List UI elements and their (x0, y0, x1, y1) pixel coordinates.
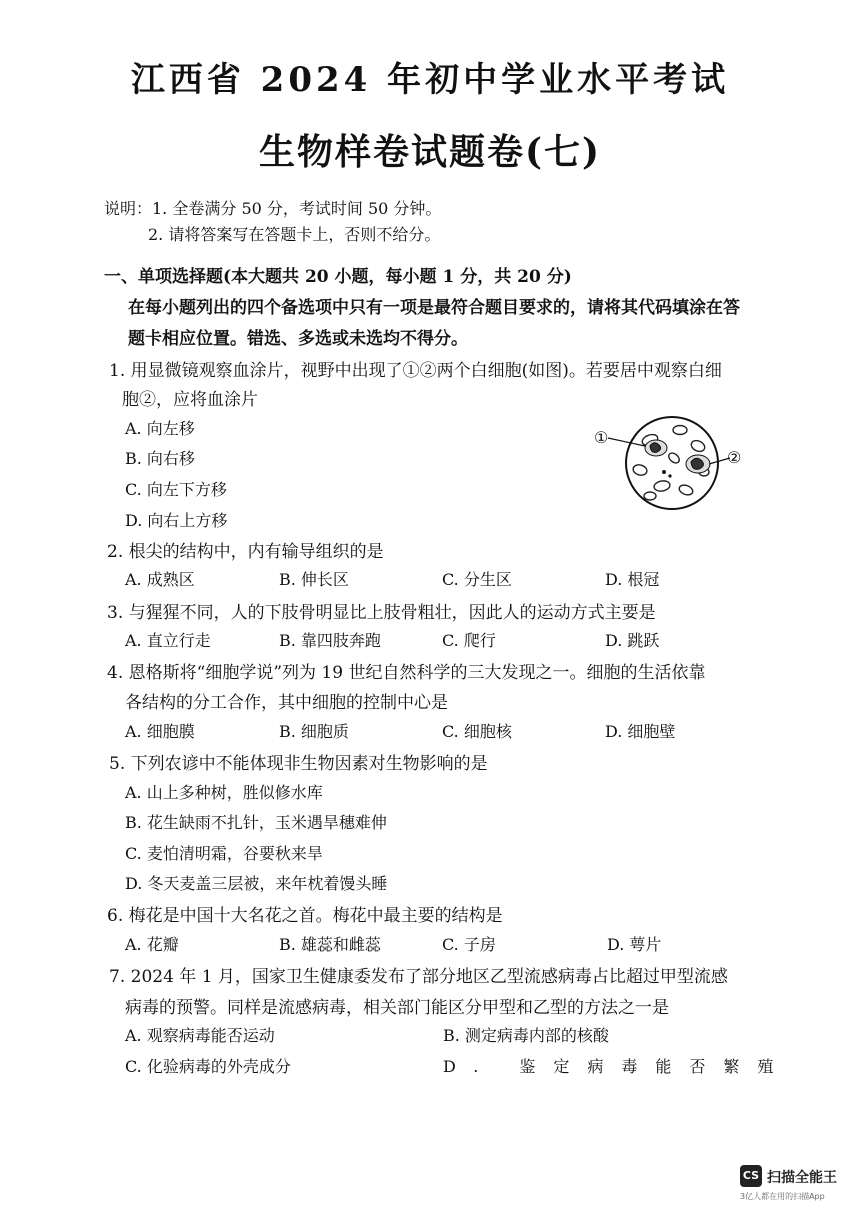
question-2-option-b: B. 伸长区 (279, 570, 349, 589)
question-1-option-c: C. 向左下方移 (125, 480, 227, 499)
question-4-stem: 4. 恩格斯将“细胞学说”列为 19 世纪自然科学的三大发现之一。细胞的生活依靠 (107, 663, 706, 683)
question-4-option-b: B. 细胞质 (279, 722, 349, 741)
scanner-tagline: 3亿人都在用的扫描App (740, 1192, 825, 1201)
question-7-stem-cont: 病毒的预警。同样是流感病毒，相关部门能区分甲型和乙型的方法之一是 (125, 998, 669, 1018)
scanner-app-name: 扫描全能王 (767, 1170, 837, 1186)
white-cell-1 (645, 440, 667, 456)
section-heading: 一、单项选择题(本大题共 20 小题，每小题 1 分，共 20 分) (104, 267, 572, 287)
platelet (662, 470, 666, 474)
question-7-option-c: C. 化验病毒的外壳成分 (125, 1057, 291, 1076)
question-5-option-b: B. 花生缺雨不扎针，玉米遇旱穗难伸 (125, 813, 387, 832)
question-7-option-d: D. 鉴定病毒能否繁殖 (443, 1057, 792, 1076)
question-7-option-a: A. 观察病毒能否运动 (125, 1026, 275, 1045)
question-4-option-c: C. 细胞核 (442, 722, 512, 741)
question-6-option-b: B. 雄蕊和雌蕊 (279, 935, 381, 954)
question-2-option-d: D. 根冠 (605, 570, 660, 589)
question-2-option-c: C. 分生区 (442, 570, 512, 589)
question-3-option-b: B. 靠四肢奔跑 (279, 631, 381, 650)
question-5-option-c: C. 麦怕清明霜，谷要秋来旱 (125, 844, 323, 863)
platelet (668, 474, 671, 477)
white-cell-2 (686, 455, 710, 473)
figure-label-2: ② (727, 448, 742, 467)
question-5-option-d: D. 冬天麦盖三层被，来年枕着馒头睡 (125, 874, 388, 893)
question-1-stem-cont: 胞②，应将血涂片 (122, 390, 258, 410)
question-6-option-d: D. 萼片 (607, 935, 662, 954)
question-4-option-a: A. 细胞膜 (125, 722, 195, 741)
question-4-stem-cont: 各结构的分工合作，其中细胞的控制中心是 (125, 693, 448, 713)
question-1-option-a: A. 向左移 (125, 419, 195, 438)
question-6-stem: 6. 梅花是中国十大名花之首。梅花中最主要的结构是 (107, 906, 503, 926)
question-5-stem: 5. 下列农谚中不能体现非生物因素对生物影响的是 (109, 754, 488, 774)
question-7-option-b: B. 测定病毒内部的核酸 (443, 1026, 609, 1045)
section-instruction-2: 题卡相应位置。错选、多选或未选均不得分。 (128, 329, 468, 349)
question-3-option-c: C. 爬行 (442, 631, 496, 650)
question-1-option-d: D. 向右上方移 (125, 511, 228, 530)
question-3-option-d: D. 跳跃 (605, 631, 660, 650)
question-7-stem: 7. 2024 年 1 月，国家卫生健康委发布了部分地区乙型流感病毒占比超过甲型流感 (109, 967, 728, 987)
question-4-option-d: D. 细胞壁 (605, 722, 676, 741)
exam-subtitle: 生物样卷试题卷(七) (258, 131, 602, 173)
note-line-1: 说明：1. 全卷满分 50 分，考试时间 50 分钟。 (104, 199, 442, 218)
question-3-option-a: A. 直立行走 (125, 631, 211, 650)
question-2-stem: 2. 根尖的结构中，内有输导组织的是 (107, 542, 384, 562)
section-instruction-1: 在每小题列出的四个备选项中只有一项是最符合题目要求的，请将其代码填涂在答 (128, 298, 740, 318)
question-1-option-b: B. 向右移 (125, 449, 195, 468)
blood-smear-figure (590, 408, 750, 518)
question-1-stem: 1. 用显微镜观察血涂片，视野中出现了①②两个白细胞(如图)。若要居中观察白细 (109, 361, 722, 381)
question-6-option-c: C. 子房 (442, 935, 496, 954)
scanner-watermark (740, 1165, 850, 1205)
scanner-logo-icon: CS (740, 1165, 762, 1187)
question-3-stem: 3. 与猩猩不同，人的下肢骨明显比上肢骨粗壮，因此人的运动方式主要是 (107, 603, 656, 623)
question-2-option-a: A. 成熟区 (125, 570, 195, 589)
exam-title: 江西省 2024 年初中学业水平考试 (130, 60, 730, 100)
figure-label-1: ① (594, 428, 609, 447)
question-5-option-a: A. 山上多种树，胜似修水库 (125, 783, 323, 802)
question-6-option-a: A. 花瓣 (125, 935, 179, 954)
note-line-2: 2. 请将答案写在答题卡上，否则不给分。 (148, 225, 441, 244)
